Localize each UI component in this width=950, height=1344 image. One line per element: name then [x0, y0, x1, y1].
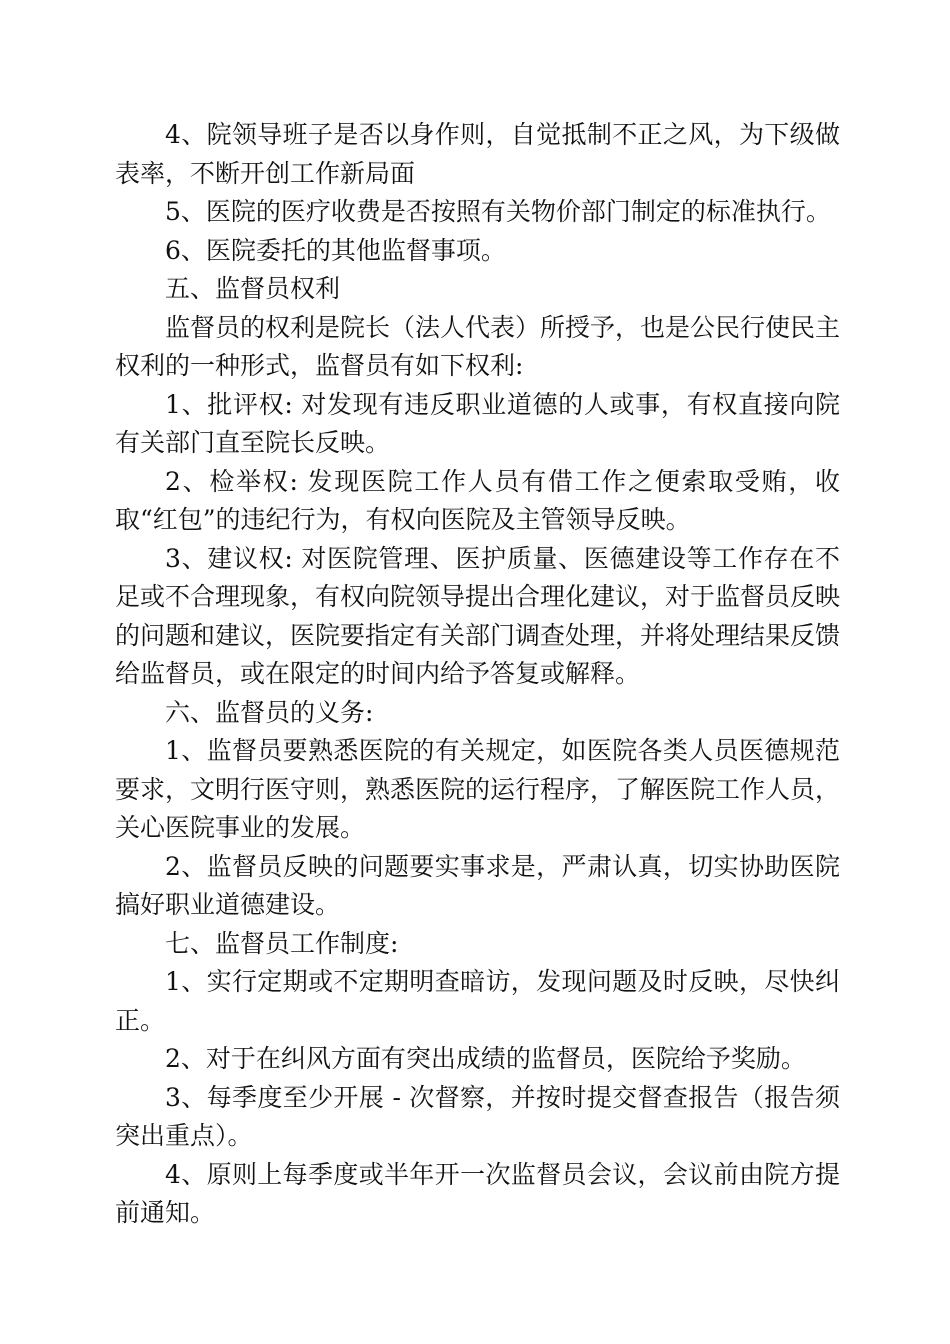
- paragraph-duty-1: 1、监督员要熟悉医院的有关规定，如医院各类人员医德规范要求，文明行医守则，熟悉医院的运行程序，了解医院工作人员，关心医院事业的发展。: [115, 736, 841, 842]
- paragraph-system-1: 1、实行定期或不定期明查暗访，发现问题及时反映，尽快纠正。: [115, 967, 840, 1035]
- section-heading-duties: 六、监督员的义务:: [165, 697, 374, 727]
- paragraph-system-2: 2、对于在纠风方面有突出成绩的监督员，医院给予奖励。: [165, 1044, 806, 1073]
- paragraph-right-report: 2、检举权: 发现医院工作人员有借工作之便索取受贿，收取“红包”的违纪行为，有权向医院及主管领导反映。: [115, 466, 840, 534]
- paragraph-item-6: 6、医院委托的其他监督事项。: [165, 235, 506, 265]
- paragraph-item-4: 4、院领导班子是否以身作则，自觉抵制不正之风，为下级做表率，不断开创工作新局面: [115, 120, 840, 188]
- paragraph-item-5: 5、医院的医疗收费是否按照有关物价部门制定的标准执行。: [165, 197, 831, 226]
- paragraph-rights-intro: 监督员的权利是院长（法人代表）所授予，也是公民行使民主权利的一种形式，监督员有如下权利:: [115, 312, 841, 380]
- paragraph-right-suggestion: 3、建议权: 对医院管理、医护质量、医德建设等工作存在不足或不合理现象，有权向院领导提出合理化建议，对于监督员反映的问题和建议，医院要指定有关部门调查处理，并将处理结果反馈给监督员，或在限定的时间内给予答复或解释。: [115, 543, 841, 688]
- paragraph-system-4: 4、原则上每季度或半年开一次监督员会议，会议前由院方提前通知。: [115, 1159, 840, 1227]
- section-heading-work-system: 七、监督员工作制度:: [165, 928, 399, 958]
- document-body: [115, 116, 840, 1233]
- paragraph-duty-2: 2、监督员反映的问题要实事求是，严肃认真，切实协助医院搞好职业道德建设。: [115, 851, 840, 919]
- paragraph-system-3: 3、每季度至少开展 - 次督察，并按时提交督查报告（报告须突出重点）。: [115, 1082, 840, 1150]
- paragraph-right-criticism: 1、批评权: 对发现有违反职业道德的人或事，有权直接向院有关部门直至院长反映。: [115, 389, 840, 457]
- section-heading-rights: 五、监督员权利: [165, 274, 341, 303]
